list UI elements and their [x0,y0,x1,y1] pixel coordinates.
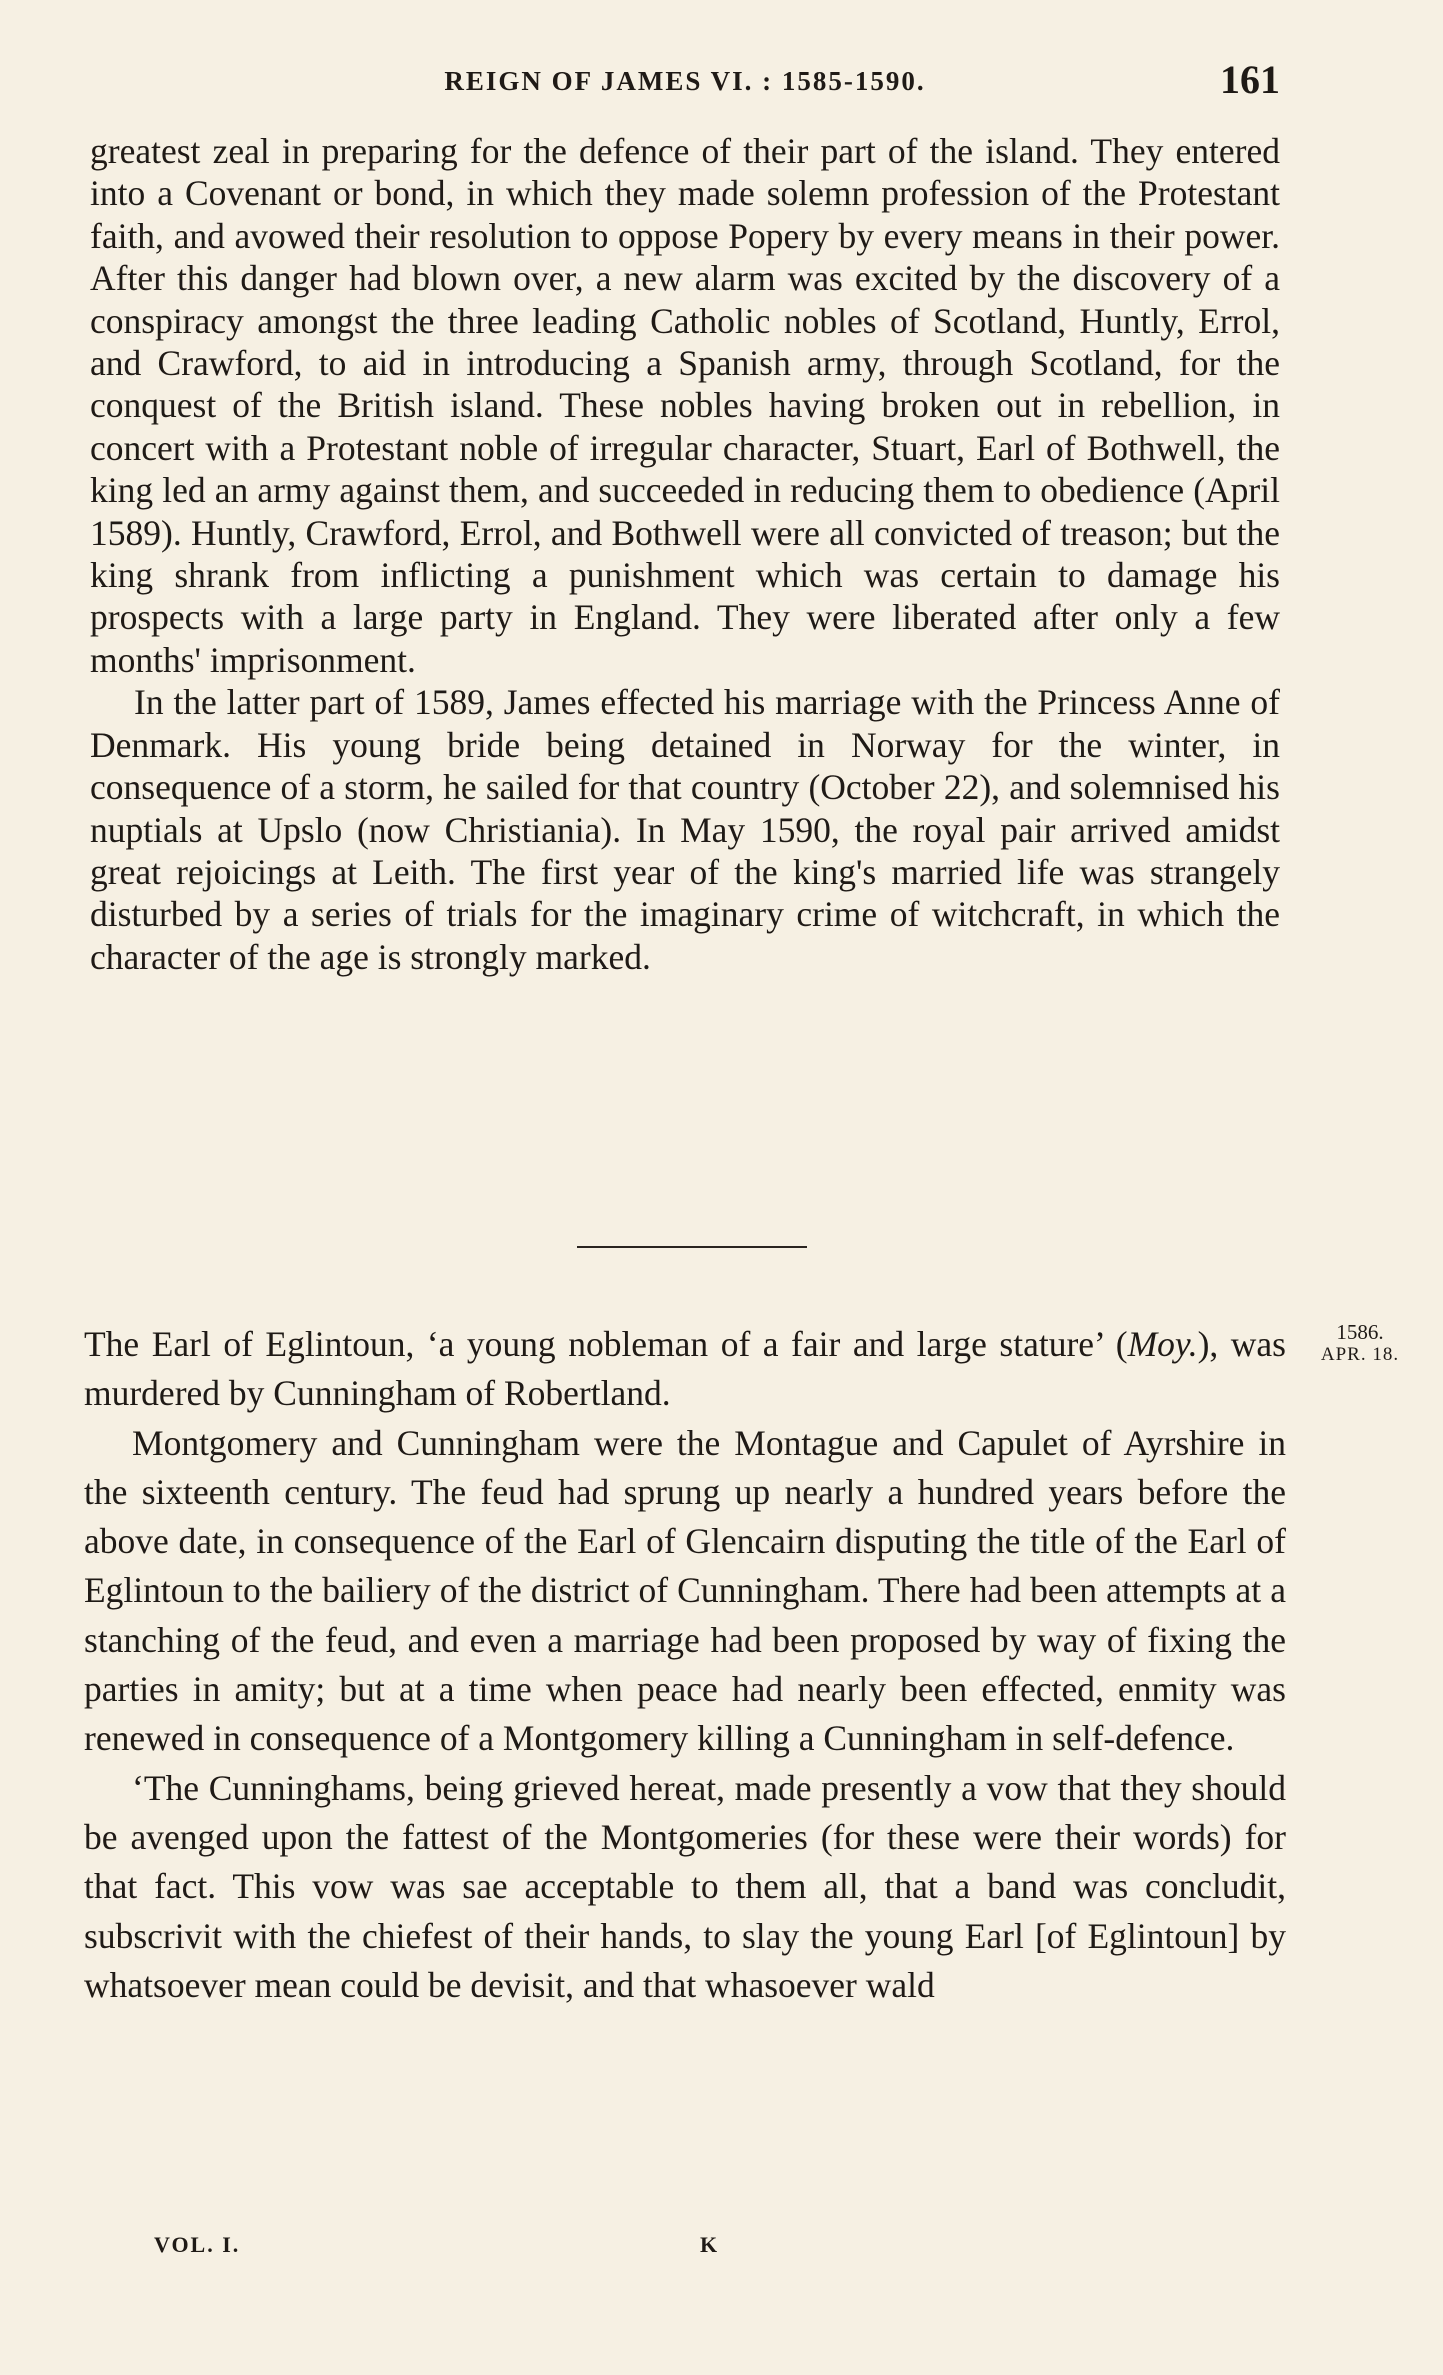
entry-lead-paragraph [84,1320,1286,1419]
paragraph-marriage: In the latter part of 1589, James effected his marriage with the Princess Anne of Denmark. His young bride being detained in Norway for the winter, in consequence of a storm, he sailed for that country (October 22), and solemnised his nuptials at Upslo (now Christiania). In May 1590, the royal pair arrived amidst great rejoicings at Leith. The first year of the king's married life was strangely disturbed by a series of trials for the imaginary crime of witchcraft, in which the character of the age is strongly marked. [90,682,1280,977]
entry-lead: The Earl of Eglintoun, ‘a young nobleman of a fair and large stature’ ( [84,1324,1128,1364]
running-title: REIGN OF JAMES VI. : 1585-1590. [444,66,926,96]
citation: Moy. [1127,1324,1198,1364]
paragraph-covenant: greatest zeal in preparing for the defence of their part of the island. They entered into a Covenant or bond, in which they made solemn profession of the Protestant faith, and avowed their resolution to oppose Popery by every means in their power. After this danger had blown over, a new alarm was excited by the discovery of a conspiracy amongst the three leading Catholic nobles of Scotland, Huntly, Errol, and Crawford, to aid in introducing a Spanish army, through Scotland, for the conquest of the British island. These nobles having broken out in rebellion, in concert with a Protestant noble of irregular character, Stuart, Earl of Bothwell, the king led an army against them, and succeeded in reducing them to obedience (April 1589). Huntly, Crawford, Errol, and Bothwell were all convicted of treason; but the king shrank from inflicting a punishment which was certain to damage his prospects with a large party in England. They were liberated after only a few months' imprisonment. [90,131,1280,680]
margin-date-note [1300,1322,1420,1364]
running-head [90,52,1280,112]
margin-date: APR. 18. [1320,1344,1400,1365]
chronicle-entry [84,1320,1286,2010]
margin-year: 1586. [1336,1320,1384,1344]
page-number: 161 [1220,57,1280,102]
paragraph-feud: Montgomery and Cunningham were the Montague and Capulet of Ayrshire in the sixteenth century. The feud had sprung up nearly a hundred years before the above date, in consequence of the Earl of Glencairn disputing the title of the Earl of Eglintoun to the bailiery of the district of Cunningham. There had been attempts at a stanching of the feud, and even a marriage had been proposed by way of fixing the parties in amity; but at a time when peace had nearly been effected, enmity was renewed in consequence of a Montgomery killing a Cunningham in self-defence. [84,1422,1286,1759]
paragraph-vow: ‘The Cunninghams, being grieved hereat, made presently a vow that they should be avenged upon the fattest of the Montgomeries (for these were their words) for that fact. This vow was sae acceptable to them all, that a band was concludit, subscrivit with the chiefest of their hands, to slay the young Earl [of Eglintoun] by whatsoever mean could be devisit, and that whasoever wald [84,1767,1286,2005]
section-divider [577,1246,807,1248]
sheet-signature: K [700,2232,720,2257]
entry-lead-end: ), was murdered by Cunningham of Robertland. [84,1324,1286,1414]
chapter-text [90,130,1280,978]
page-footer [154,2232,754,2272]
volume-signature: VOL. I. [154,2232,241,2257]
